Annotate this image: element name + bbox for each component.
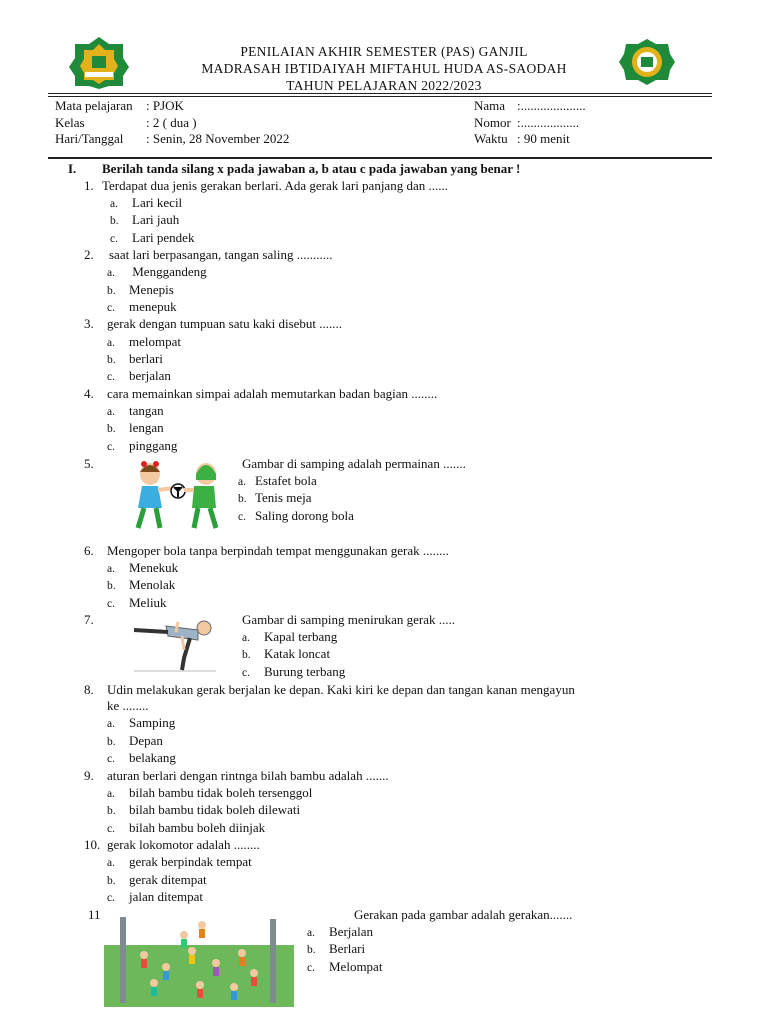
time-value: : 90 menit — [517, 131, 570, 146]
class-label: Kelas — [55, 115, 85, 130]
header-rule-top — [48, 93, 712, 94]
subject-value: : PJOK — [146, 98, 184, 113]
question-number: 7. — [84, 612, 94, 627]
answer-option: a. bilah bambu tidak boleh tersenggol — [107, 785, 313, 800]
class-value: : 2 ( dua ) — [146, 115, 197, 130]
answer-option: a. Menekuk — [107, 560, 179, 575]
subject-label: Mata pelajaran — [55, 98, 133, 113]
answer-option: a. Estafet bola — [238, 473, 317, 488]
answer-option: b. Depan — [107, 733, 163, 748]
answer-option: b. bilah bambu tidak boleh dilewati — [107, 802, 301, 817]
answer-option: c. menepuk — [107, 299, 177, 314]
info-rule — [48, 157, 712, 159]
name-field: :.................... — [517, 98, 586, 113]
number-field: :.................. — [517, 115, 580, 130]
answer-option: b. Menepis — [107, 282, 174, 297]
question-number: 5. — [84, 456, 94, 471]
question-text: saat lari berpasangan, tangan saling ........... — [109, 247, 333, 262]
answer-option: b. lengan — [107, 420, 164, 435]
answer-option: a. tangan — [107, 403, 164, 418]
children-running-field-illustration — [104, 915, 294, 1007]
academic-year: TAHUN PELAJARAN 2022/2023 — [286, 78, 482, 93]
answer-option: c. Burung terbang — [242, 664, 346, 679]
time-label: Waktu — [474, 131, 508, 146]
question-text: Terdapat dua jenis gerakan berlari. Ada gerak lari panjang dan ...... — [102, 178, 448, 193]
question-text: Gambar di samping menirukan gerak ..... — [242, 612, 455, 627]
question-number: 10. — [84, 837, 101, 852]
answer-option: a. Kapal terbang — [242, 629, 338, 644]
name-label: Nama — [474, 98, 506, 113]
question-number: 4. — [84, 386, 94, 401]
question-number: 3. — [84, 316, 94, 331]
answer-option: a. Lari kecil — [110, 195, 183, 210]
answer-option: c. belakang — [107, 750, 176, 765]
answer-option: c. Lari pendek — [110, 230, 195, 245]
answer-option: c. Meliuk — [107, 595, 167, 610]
answer-option: a. gerak berpindak tempat — [107, 854, 252, 869]
date-label: Hari/Tanggal — [55, 131, 124, 146]
answer-option: a. Menggandeng — [107, 264, 207, 279]
answer-option: c. bilah bambu boleh diinjak — [107, 820, 266, 835]
question-text: Gerakan pada gambar adalah gerakan....... — [354, 907, 573, 922]
answer-option: b. Menolak — [107, 577, 176, 592]
question-number: 8. — [84, 682, 94, 697]
question-number: 11 — [88, 907, 101, 922]
airplane-pose-illustration — [130, 616, 216, 672]
answer-option: c. Saling dorong bola — [238, 508, 354, 523]
exam-title: PENILAIAN AKHIR SEMESTER (PAS) GANJIL — [240, 44, 528, 59]
answer-option: c. Melompat — [307, 959, 383, 974]
question-text: gerak dengan tumpuan satu kaki disebut ....... — [107, 316, 343, 331]
header-rule-bottom — [48, 96, 712, 97]
question-text: gerak lokomotor adalah ........ — [107, 837, 260, 852]
answer-option: b. Lari jauh — [110, 212, 180, 227]
question-text: Udin melakukan gerak berjalan ke depan. Kaki kiri ke depan dan tangan kanan mengayun — [107, 682, 575, 697]
answer-option: c. berjalan — [107, 368, 171, 383]
answer-option: b. Katak loncat — [242, 646, 331, 661]
question-text: aturan berlari dengan rintnga bilah bambu adalah ....... — [107, 768, 389, 783]
answer-option: b. Tenis meja — [238, 490, 312, 505]
question-text-continued: ke ........ — [107, 698, 149, 713]
question-text: Gambar di samping adalah permainan ....... — [242, 456, 466, 471]
question-text: cara memainkan simpai adalah memutarkan badan bagian ........ — [107, 386, 438, 401]
answer-option: a. Samping — [107, 715, 176, 730]
number-label: Nomor — [474, 115, 511, 130]
question-number: 1. — [84, 178, 94, 193]
answer-option: b. gerak ditempat — [107, 872, 207, 887]
question-number: 6. — [84, 543, 94, 558]
section-number: I. — [68, 161, 77, 176]
answer-option: c. jalan ditempat — [107, 889, 204, 904]
answer-option: c. pinggang — [107, 438, 178, 453]
question-number: 9. — [84, 768, 94, 783]
school-name: MADRASAH IBTIDAIYAH MIFTAHUL HUDA AS-SAODAH — [201, 61, 567, 76]
question-text: Mengoper bola tanpa berpindah tempat menggunakan gerak ........ — [107, 543, 449, 558]
answer-option: b. berlari — [107, 351, 163, 366]
answer-option: a. melompat — [107, 334, 181, 349]
answer-option: b. Berlari — [307, 941, 366, 956]
children-pushing-ball-illustration — [128, 458, 226, 536]
section-instruction: Berilah tanda silang x pada jawaban a, b atau c pada jawaban yang benar ! — [102, 161, 521, 176]
answer-option: a. Berjalan — [307, 924, 374, 939]
date-value: : Senin, 28 November 2022 — [146, 131, 290, 146]
question-number: 2. — [84, 247, 94, 262]
